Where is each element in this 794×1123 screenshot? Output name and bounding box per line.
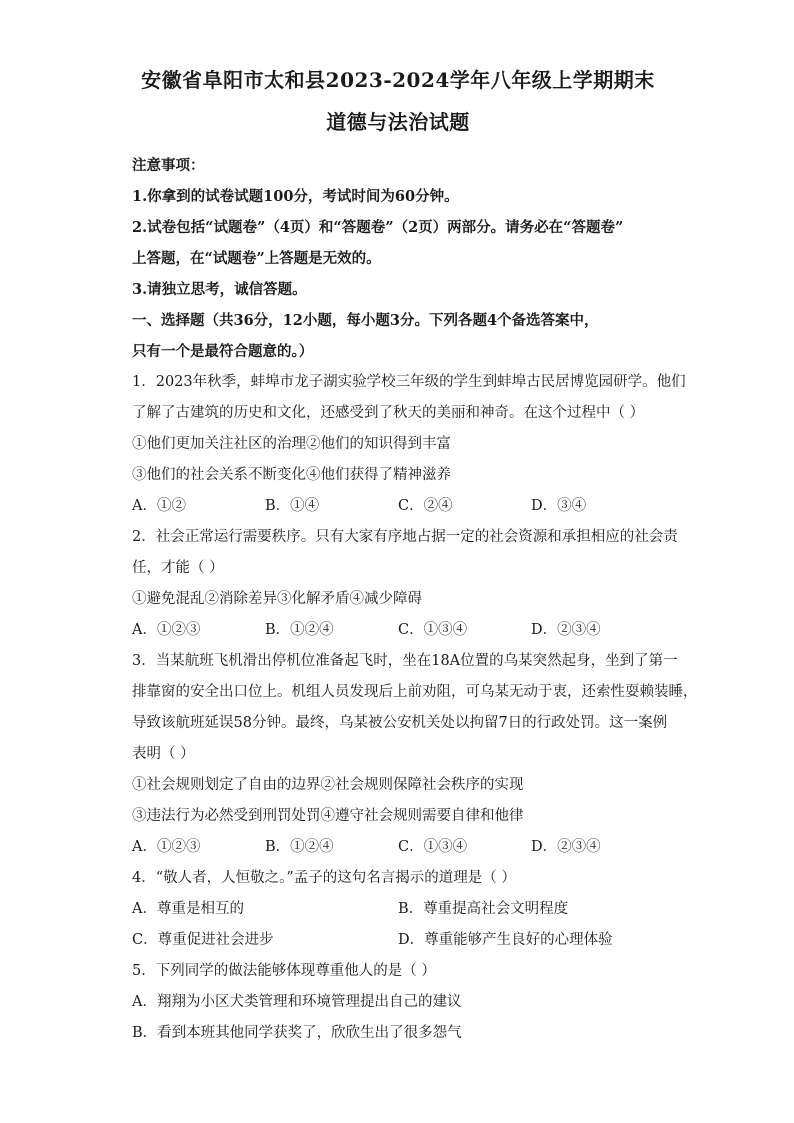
question-options-row <box>132 925 664 956</box>
section1-heading-cont: 只有一个是最符合题意的。） <box>132 343 314 360</box>
option-a: A．翔翔为小区犬类管理和环境管理提出自己的建议 <box>132 994 462 1010</box>
option-b: B．尊重提高社会文明程度 <box>398 901 569 917</box>
option-c: C．①③④ <box>398 622 468 638</box>
question-text: 表明（ ） <box>132 746 195 762</box>
question-3 <box>132 646 698 863</box>
option-c: C．①③④ <box>398 839 468 855</box>
question-text: 排靠窗的安全出口位上。机组人员发现后上前劝阻，可乌某无动于衷，还索性耍赖装睡， <box>132 684 698 700</box>
question-text: 导致该航班延误58分钟。最终，乌某被公安机关处以拘留7日的行政处罚。这一案例 <box>132 715 668 731</box>
question-options <box>132 491 664 522</box>
option-a: A．①②③ <box>132 622 201 638</box>
question-statement: ①他们更加关注社区的治理②他们的知识得到丰富 <box>132 436 451 452</box>
question-1 <box>132 367 686 522</box>
notice-heading: 注意事项： <box>132 157 205 174</box>
option-d: D．尊重能够产生良好的心理体验 <box>398 932 613 948</box>
question-statement: ①避免混乱②消除差异③化解矛盾④减少障碍 <box>132 591 422 607</box>
notice-item: 2.试卷包括“试题卷”（4页）和“答题卷”（2页）两部分。请务必在“答题卷” <box>132 219 624 236</box>
notice-item: 上答题，在“试题卷”上答题是无效的。 <box>132 250 381 267</box>
notice-item: 3.请独立思考，诚信答题。 <box>132 281 307 298</box>
option-b: B．看到本班其他同学获奖了，欣欣生出了很多怨气 <box>132 1025 462 1041</box>
option-b: B．①④ <box>265 498 320 514</box>
question-4 <box>132 863 664 956</box>
question-5 <box>132 956 664 1049</box>
question-text: 3．当某航班飞机滑出停机位准备起飞时，坐在18A位置的乌某突然起身，坐到了第一 <box>132 653 678 669</box>
question-text: 了解了古建筑的历史和文化，还感受到了秋天的美丽和神奇。在这个过程中（ ） <box>132 405 645 421</box>
option-a: A．①② <box>132 498 186 514</box>
question-options-row <box>132 894 664 925</box>
question-2 <box>132 522 678 646</box>
question-statement: ③他们的社会关系不断变化④他们获得了精神滋养 <box>132 467 451 483</box>
question-text: 5．下列同学的做法能够体现尊重他人的是（ ） <box>132 963 436 979</box>
exam-page <box>132 62 698 1049</box>
question-text: 任，才能（ ） <box>132 560 224 576</box>
question-statement: ①社会规则划定了自由的边界②社会规则保障社会秩序的实现 <box>132 777 524 793</box>
option-a: A．尊重是相互的 <box>132 901 244 917</box>
question-options <box>132 832 664 863</box>
question-text: 2．社会正常运行需要秩序。只有大家有序地占据一定的社会资源和承担相应的社会责 <box>132 529 678 545</box>
exam-title-line2: 道德与法治试题 <box>326 110 470 134</box>
question-text: 1．2023年秋季，蚌埠市龙子湖实验学校三年级的学生到蚌埠古民居博览园研学。他们 <box>132 374 686 390</box>
option-c: C．②④ <box>398 498 453 514</box>
option-d: D．②③④ <box>531 622 601 638</box>
option-c: C．尊重促进社会进步 <box>132 932 274 948</box>
option-d: D．②③④ <box>531 839 601 855</box>
option-a: A．①②③ <box>132 839 201 855</box>
option-b: B．①②④ <box>265 622 334 638</box>
question-text: 4．“敬人者，人恒敬之。”孟子的这句名言揭示的道理是（ ） <box>132 870 516 886</box>
section1-heading: 一、选择题（共36分，12小题，每小题3分。下列各题4个备选答案中， <box>132 312 599 329</box>
option-b: B．①②④ <box>265 839 334 855</box>
question-options <box>132 615 664 646</box>
exam-title-line1: 安徽省阜阳市太和县2023-2024学年八年级上学期期末 <box>141 68 655 92</box>
notice-item: 1.你拿到的试卷试题100分，考试时间为60分钟。 <box>132 188 459 205</box>
option-d: D．③④ <box>531 498 587 514</box>
question-statement: ③违法行为必然受到刑罚处罚④遵守社会规则需要自律和他律 <box>132 808 524 824</box>
